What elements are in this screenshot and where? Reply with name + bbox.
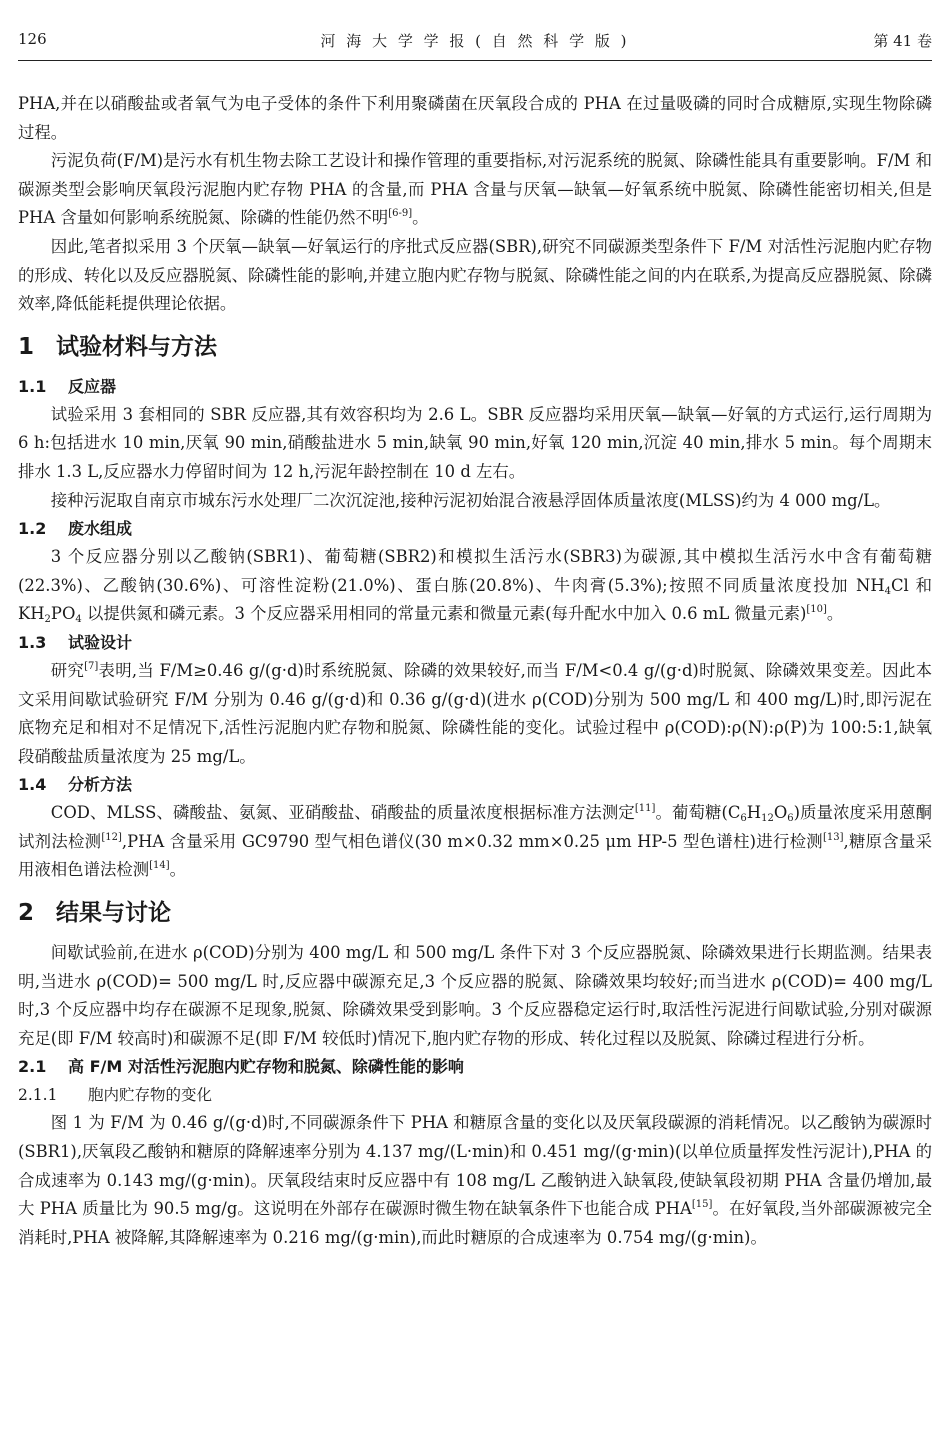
text-run: 3 个反应器分别以乙酸钠(SBR1)、葡萄糖(SBR2)和模拟生活污水(SBR3)为碳源,其中模拟生活污水中含有葡萄糖(22.3%)、乙酸钠(30.6%)、可溶性淀粉(21.0%)、蛋白胨(20.8%)、牛肉膏(5.3%);按照不同质量浓度投加 NH — [18, 547, 932, 595]
section-heading-1 — [18, 327, 932, 367]
paragraph-2: 间歇试验前,在进水 ρ(COD)分别为 400 mg/L 和 500 mg/L 条件下对 3 个反应器脱氮、除磷效果进行长期监测。结果表明,当进水 ρ(COD)= 500 mg/L 时,反应器中碳源充足,3 个反应器的脱氮、除磷效果均较好;而当进水 ρ(COD)= 400 mg/L 时,3 个反应器中均存在碳源不足现象,脱氮、除磷效果受到影响。3 个反应器稳定运行时,取活性污泥进行间歇试验,分别对碳源充足(即 F/M 较高时)和碳源不足(即 F/M 较低时)情况下,胞内贮存物的形成、转化过程以及脱氮、除磷过程进行分析。 — [18, 943, 932, 1048]
subsection-title: 废水组成 — [68, 519, 133, 539]
section-number: 1 — [18, 333, 35, 360]
intro-paragraph-2-text: 污泥负荷(F/M)是污水有机生物去除工艺设计和操作管理的重要指标,对污泥系统的脱氮、除磷性能具有重要影响。F/M 和碳源类型会影响厌氧段污泥胞内贮存物 PHA 的含量,而 PHA 含量与厌氧—缺氧—好氧系统中脱氮、除磷性能密切相关,但是 PHA 含量如何影响系统脱氮、除磷的性能仍然不明 — [18, 151, 932, 228]
subsection-title: 高 F/M 对活性污泥胞内贮存物和脱氮、除磷性能的影响 — [68, 1057, 464, 1077]
text-run: ,糖原含量采用液相色谱法检测 — [18, 831, 933, 880]
subsubsection-title: 胞内贮存物的变化 — [88, 1086, 213, 1105]
citation: [12] — [101, 831, 122, 843]
intro-paragraph-3: 因此,笔者拟采用 3 个厌氧—缺氧—好氧运行的序批式反应器(SBR),研究不同碳源类型条件下 F/M 对活性污泥胞内贮存物的形成、转化以及反应器脱氮、除磷性能的影响,并建立胞内贮存物与脱氮、除磷性能之间的内在联系,为提高反应器脱氮、除磷效率,降低能耗提供理论依据。 — [18, 236, 932, 314]
section-heading-2 — [18, 893, 932, 933]
text-run: 以提供氮和磷元素。3 个反应器采用相同的常量元素和微量元素(每升配水中加入 0.6 mL 微量元素) — [81, 604, 807, 624]
citation: [13] — [822, 831, 844, 843]
section-title: 试验材料与方法 — [56, 333, 217, 360]
subsection-title: 试验设计 — [68, 632, 133, 652]
text-run: 图 1 为 F/M 为 0.46 g/(g·d)时,不同碳源条件下 PHA 和糖原含量的变化以及厌氧段碳源的消耗情况。以乙酸钠为碳源时(SBR1),厌氧段乙酸钠和糖原的降解速率分别为 4.137 mg/(L·min)和 0.451 mg/(g·min)(以单位质量挥发性污泥计),PHA 的合成速率为 0.143 mg/(g·min)。厌氧段结束时反应器中有 108 mg/L 乙酸钠进入缺氧段,使缺氧段初期 PHA 含量仍增加,最大 PHA 质量比为 90.5 mg/g。这说明在外部存在碳源时微生物在缺氧条件下也能合成 PHA — [18, 1113, 932, 1219]
subscript: 6 — [740, 813, 747, 825]
section-title: 结果与讨论 — [56, 900, 171, 927]
citation: [7] — [84, 660, 99, 672]
text-run: Cl 和 KH — [18, 575, 933, 624]
subsection-number: 2.1 — [18, 1057, 47, 1077]
subsection-heading-1-4 — [18, 771, 932, 799]
subsection-number: 1.1 — [18, 376, 47, 396]
subscript: 4 — [75, 614, 82, 626]
section-number: 2 — [18, 900, 35, 927]
text-run: )质量浓度采用蒽酮试剂法检测 — [18, 803, 932, 851]
intro-paragraph-2 — [18, 147, 932, 233]
text-run: H — [746, 803, 762, 823]
subsection-heading-1-1 — [18, 373, 932, 401]
journal-title: 河 海 大 学 学 报 ( 自 然 科 学 版 ) — [320, 32, 630, 50]
subsection-heading-1-3 — [18, 629, 932, 657]
paragraph-1-4 — [18, 799, 932, 885]
subsection-number: 1.3 — [18, 632, 47, 652]
citation: [15] — [691, 1199, 713, 1211]
intro-paragraph-2-end: 。 — [412, 208, 429, 228]
paragraph-2-1-1 — [18, 1109, 932, 1252]
subsection-number: 1.2 — [18, 519, 47, 539]
text-run: 。 — [169, 860, 187, 880]
subsection-heading-1-2 — [18, 515, 932, 543]
subsection-title: 反应器 — [68, 376, 117, 396]
subscript: 4 — [884, 585, 892, 597]
text-run: 。 — [826, 604, 844, 624]
text-run: COD、MLSS、磷酸盐、氨氮、亚硝酸盐、硝酸盐的质量浓度根据标准方法测定 — [50, 803, 635, 823]
text-run: 。在好氧段,当外部碳源被完全消耗时,PHA 被降解,其降解速率为 0.216 mg/(g·min),而此时糖原的合成速率为 0.754 mg/(g·min)。 — [18, 1199, 932, 1247]
volume-label: 第 41 卷 — [873, 32, 932, 50]
paragraph-1-3 — [18, 657, 932, 771]
subsubsection-heading-2-1-1 — [18, 1081, 932, 1109]
subscript: 6 — [787, 813, 794, 825]
text-run: 研究 — [50, 660, 85, 680]
paragraph-1-1-a: 试验采用 3 套相同的 SBR 反应器,其有效容积均为 2.6 L。SBR 反应器均采用厌氧—缺氧—好氧的方式运行,运行周期为 6 h:包括进水 10 min,厌氧 90 min,硝酸盐进水 5 min,缺氧 90 min,好氧 120 min,沉淀 40 min,排水 5 min。每个周期末排水 1.3 L,反应器水力停留时间为 12 h,污泥年龄控制在 10 d 左右。 — [18, 404, 932, 481]
citation: [11] — [634, 803, 656, 815]
page-number: 126 — [18, 30, 47, 48]
paragraph-1-1-b: 接种污泥取自南京市城东污水处理厂二次沉淀池,接种污泥初始混合液悬浮固体质量浓度(MLSS)约为 4 000 mg/L。 — [50, 490, 891, 510]
text-run: 。葡萄糖(C — [655, 803, 741, 823]
running-header — [18, 26, 932, 61]
text-run: ,PHA 含量采用 GC9790 型气相色谱仪(30 m×0.32 mm×0.25 μm HP-5 型色谱柱)进行检测 — [121, 831, 823, 851]
subscript: 2 — [44, 614, 51, 626]
citation: [14] — [149, 860, 170, 872]
subsection-number: 1.4 — [18, 775, 47, 795]
subsection-title: 分析方法 — [68, 775, 133, 795]
text-run: 表明,当 F/M≥0.46 g/(g·d)时系统脱氮、除磷的效果较好,而当 F/M<0.4 g/(g·d)时脱氮、除磷效果变差。因此本文采用间歇试验研究 F/M 分别为 0.46 g/(g·d)和 0.36 g/(g·d)(进水 ρ(COD)分别为 500 mg/L 和 400 mg/L)时,即污泥在底物充足和相对不足情况下,活性污泥胞内贮存物和脱氮、除磷性能的变化。试验过程中 ρ(COD):ρ(N):ρ(P)为 100:5:1,缺氧段硝酸盐质量浓度为 25 mg/L。 — [18, 660, 933, 766]
subscript: 12 — [761, 813, 774, 825]
subsection-heading-2-1 — [18, 1053, 932, 1081]
citation: [6-9] — [388, 208, 413, 220]
text-run: O — [773, 803, 788, 823]
citation: [10] — [806, 604, 827, 616]
intro-paragraph-1: PHA,并在以硝酸盐或者氧气为电子受体的条件下利用聚磷菌在厌氧段合成的 PHA 在过量吸磷的同时合成糖原,实现生物除磷过程。 — [18, 94, 932, 142]
paragraph-1-2 — [18, 543, 932, 629]
subsubsection-number: 2.1.1 — [18, 1086, 58, 1105]
text-run: PO — [50, 604, 76, 624]
article-body — [18, 90, 932, 1252]
